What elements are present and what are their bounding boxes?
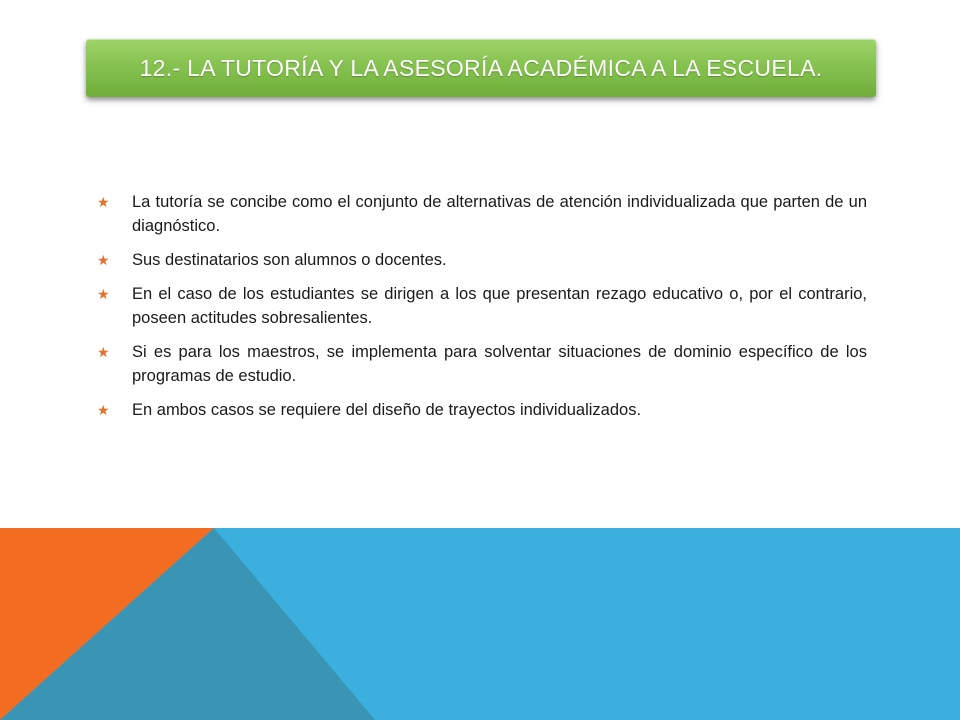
bullet-item-3 bbox=[97, 282, 867, 330]
bullet-item-5 bbox=[97, 398, 867, 422]
star-bullet-icon: ★ bbox=[97, 402, 110, 418]
slide-content bbox=[97, 190, 867, 432]
bullet-item-2 bbox=[97, 248, 867, 272]
bullet-text: En ambos casos se requiere del diseño de trayectos individualizados. bbox=[132, 401, 642, 419]
star-bullet-icon: ★ bbox=[97, 344, 110, 360]
bullet-text: En el caso de los estudiantes se dirigen a los que presentan rezago educativo o, por el contrario, poseen actitudes sobresalientes. bbox=[132, 285, 867, 327]
star-bullet-icon: ★ bbox=[97, 252, 110, 268]
bullet-list bbox=[97, 190, 867, 422]
slide-title-bar bbox=[86, 39, 876, 97]
star-bullet-icon: ★ bbox=[97, 194, 110, 210]
decorative-footer-shapes bbox=[0, 528, 960, 720]
bullet-text: Sus destinatarios son alumnos o docentes. bbox=[132, 251, 447, 269]
bullet-text: Si es para los maestros, se implementa para solventar situaciones de dominio específico de los programas de estudio. bbox=[132, 343, 867, 385]
bullet-text: La tutoría se concibe como el conjunto de alternativas de atención individualizada que parten de un diagnóstico. bbox=[132, 193, 867, 235]
slide-title: 12.- LA TUTORÍA Y LA ASESORÍA ACADÉMICA A LA ESCUELA. bbox=[139, 54, 823, 81]
bullet-item-4 bbox=[97, 340, 867, 388]
star-bullet-icon: ★ bbox=[97, 286, 110, 302]
bullet-item-1 bbox=[97, 190, 867, 238]
